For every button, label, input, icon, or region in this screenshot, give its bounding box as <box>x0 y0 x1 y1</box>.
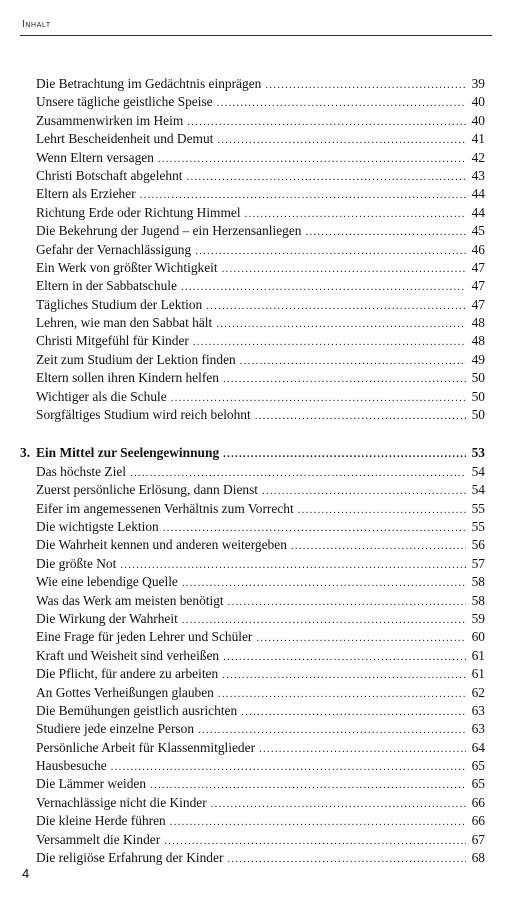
toc-entry-page-number: 63 <box>471 702 485 718</box>
toc-entry[interactable] <box>36 775 485 793</box>
dot-leader <box>171 389 466 406</box>
toc-entry-page-number: 48 <box>471 333 485 349</box>
dot-leader <box>187 168 466 185</box>
toc-entry-page-number: 45 <box>471 223 485 239</box>
toc-entry[interactable] <box>36 167 485 185</box>
toc-entry-page-number: 61 <box>471 666 485 682</box>
toc-entry-title: Lehren, wie man den Sabbat hält <box>36 315 213 331</box>
toc-entry[interactable] <box>36 204 485 222</box>
toc-entry-title: Zusammenwirken im Heim <box>36 112 184 128</box>
toc-entry-page-number: 61 <box>471 647 485 663</box>
toc-entry[interactable] <box>36 684 485 702</box>
dot-leader <box>216 315 466 332</box>
toc-entry[interactable] <box>36 388 485 406</box>
dot-leader <box>255 407 466 424</box>
toc-entry-page-number: 44 <box>471 186 485 202</box>
dot-leader <box>223 648 466 665</box>
toc-entry-title: Wichtiger als die Schule <box>36 388 167 404</box>
header-rule <box>20 35 492 36</box>
toc-entry[interactable] <box>36 665 485 683</box>
toc-entry-title: Studiere jede einzelne Person <box>36 721 195 737</box>
dot-leader <box>140 186 466 203</box>
toc-entry-title: Die kleine Herde führen <box>36 813 166 829</box>
dot-leader <box>120 556 466 573</box>
toc-entry[interactable] <box>36 369 485 387</box>
toc-entry-page-number: 60 <box>471 629 485 645</box>
toc-entry[interactable] <box>36 536 485 554</box>
toc-entry-title: Die Wahrheit kennen und anderen weitergeben <box>36 537 287 553</box>
toc-entry-title: Was das Werk am meisten benötigt <box>36 592 224 608</box>
dot-leader <box>240 352 466 369</box>
toc-entry-title: Eine Frage für jeden Lehrer und Schüler <box>36 629 253 645</box>
toc-entry[interactable] <box>36 351 485 369</box>
toc-entry-page-number: 42 <box>471 149 485 165</box>
toc-entry-page-number: 55 <box>471 518 485 534</box>
dot-leader <box>245 205 466 222</box>
toc-entry-page-number: 47 <box>471 278 485 294</box>
toc-entry[interactable] <box>36 481 485 499</box>
toc-entry-title: Hausbesuche <box>36 758 107 774</box>
toc-entry-page-number: 39 <box>471 76 485 91</box>
toc-entry[interactable] <box>36 647 485 665</box>
toc-entry[interactable] <box>36 130 485 148</box>
toc-entry-title: Zuerst persönliche Erlösung, dann Dienst <box>36 482 259 498</box>
dot-leader <box>228 593 466 610</box>
dot-leader <box>206 297 466 314</box>
toc-entry-title: Eltern als Erzieher <box>36 186 136 202</box>
toc-entry-page-number: 68 <box>471 850 485 866</box>
toc-entry-page-number: 50 <box>471 388 485 404</box>
toc-entry[interactable] <box>36 794 485 812</box>
toc-entry-title: Die Lämmer weiden <box>36 776 147 792</box>
toc-section <box>20 424 485 867</box>
dot-leader <box>217 131 466 148</box>
toc-entry[interactable] <box>36 628 485 646</box>
dot-leader <box>163 519 466 536</box>
dot-leader <box>158 150 466 167</box>
dot-leader <box>111 758 466 775</box>
toc-entry-title: Die religiöse Erfahrung der Kinder <box>36 850 224 866</box>
toc-entry-page-number: 66 <box>471 794 485 810</box>
dot-leader <box>150 776 466 793</box>
toc-entry-page-number: 40 <box>471 112 485 128</box>
toc-entry[interactable] <box>36 720 485 738</box>
toc-entry-title: Lehrt Bescheidenheit und Demut <box>36 131 214 147</box>
toc-entry[interactable] <box>36 463 485 481</box>
toc-entry-title: Wie eine lebendige Quelle <box>36 574 178 590</box>
table-of-contents <box>20 75 485 867</box>
toc-entry-title: Versammelt die Kinder <box>36 831 161 847</box>
toc-entry-page-number: 47 <box>471 259 485 275</box>
dot-leader <box>291 537 466 554</box>
dot-leader <box>181 278 466 295</box>
toc-entry-title: Das höchste Ziel <box>36 463 126 479</box>
toc-entry[interactable] <box>36 757 485 775</box>
toc-entry-title: Die Bekehrung der Jugend – ein Herzensanliegen <box>36 223 302 239</box>
toc-entry-page-number: 55 <box>471 500 485 516</box>
toc-entry[interactable] <box>36 222 485 240</box>
toc-entry-page-number: 58 <box>471 592 485 608</box>
toc-entry[interactable] <box>36 610 485 628</box>
toc-entry-page-number: 65 <box>471 758 485 774</box>
page-number: 4 <box>22 866 30 881</box>
toc-entry[interactable] <box>36 406 485 424</box>
dot-leader <box>187 113 466 130</box>
toc-entry-title: Die größte Not <box>36 555 117 571</box>
toc-entry-title: Tägliches Studium der Lektion <box>36 296 203 312</box>
running-head: Inhalt <box>22 19 51 30</box>
dot-leader <box>262 482 466 499</box>
toc-entry-title: Die Betrachtung im Gedächtnis einprägen <box>36 76 262 91</box>
dot-leader <box>170 813 466 830</box>
toc-entry[interactable] <box>36 93 485 111</box>
toc-entry[interactable] <box>36 849 485 867</box>
toc-entry-title: Eltern sollen ihren Kindern helfen <box>36 370 219 386</box>
toc-entry-title: Christi Mitgefühl für Kinder <box>36 333 189 349</box>
toc-entry-title: Vernachlässige nicht die Kinder <box>36 794 207 810</box>
dot-leader <box>211 795 466 812</box>
toc-entry-title: Persönliche Arbeit für Klassenmitglieder <box>36 739 256 755</box>
toc-entry-title: Unsere tägliche geistliche Speise <box>36 94 213 110</box>
toc-entry-title: An Gottes Verheißungen glauben <box>36 684 214 700</box>
toc-entry-page-number: 54 <box>471 482 485 498</box>
dot-leader <box>195 242 466 259</box>
toc-entry[interactable] <box>36 112 485 130</box>
dot-leader <box>298 501 466 518</box>
dot-leader <box>223 370 466 387</box>
toc-entry[interactable] <box>36 241 485 259</box>
toc-entry-title: Die Wirkung der Wahrheit <box>36 610 178 626</box>
dot-leader <box>182 574 466 591</box>
toc-entry[interactable] <box>36 831 485 849</box>
dot-leader <box>259 740 466 757</box>
toc-entry-title: Gefahr der Vernachlässigung <box>36 241 192 257</box>
toc-entry-page-number: 46 <box>471 241 485 257</box>
toc-entry[interactable] <box>36 75 485 93</box>
toc-entry-page-number: 43 <box>471 167 485 183</box>
chapter-page-number: 53 <box>471 445 485 461</box>
dot-leader <box>227 850 466 867</box>
dot-leader <box>217 94 466 111</box>
toc-entry[interactable] <box>36 573 485 591</box>
toc-entry[interactable] <box>36 149 485 167</box>
toc-entry-title: Richtung Erde oder Richtung Himmel <box>36 204 241 220</box>
toc-entry-page-number: 56 <box>471 537 485 553</box>
toc-entry-title: Sorgfältiges Studium wird reich belohnt <box>36 407 251 423</box>
toc-entry[interactable] <box>36 555 485 573</box>
dot-leader <box>182 611 466 628</box>
toc-entry-page-number: 54 <box>471 463 485 479</box>
dot-leader <box>222 666 466 683</box>
dot-leader <box>130 464 466 481</box>
toc-entry[interactable] <box>36 314 485 332</box>
dot-leader <box>164 832 466 849</box>
toc-entry-page-number: 62 <box>471 684 485 700</box>
toc-entry[interactable] <box>36 812 485 830</box>
toc-entry-title: Wenn Eltern versagen <box>36 149 154 165</box>
chapter-title: Ein Mittel zur Seelengewinnung <box>36 445 220 461</box>
toc-entry-title: Ein Werk von größter Wichtigkeit <box>36 259 218 275</box>
toc-entry-title: Die wichtigste Lektion <box>36 518 159 534</box>
toc-entry-page-number: 59 <box>471 610 485 626</box>
dot-leader <box>265 76 466 93</box>
toc-entry-page-number: 65 <box>471 776 485 792</box>
toc-section <box>36 75 485 424</box>
toc-entry[interactable] <box>36 500 485 518</box>
toc-entry-page-number: 57 <box>471 555 485 571</box>
toc-entry[interactable] <box>36 592 485 610</box>
toc-entry[interactable] <box>36 185 485 203</box>
toc-entry-page-number: 49 <box>471 351 485 367</box>
dot-leader <box>218 685 466 702</box>
toc-entry-title: Eifer im angemessenen Verhältnis zum Vorrecht <box>36 500 294 516</box>
toc-entry-title: Christi Botschaft abgelehnt <box>36 167 183 183</box>
toc-entry-page-number: 47 <box>471 296 485 312</box>
chapter-gap <box>36 424 485 444</box>
toc-entry[interactable] <box>36 518 485 536</box>
dot-leader <box>222 260 466 277</box>
toc-entry-title: Die Pflicht, für andere zu arbeiten <box>36 666 219 682</box>
dot-leader <box>256 629 466 646</box>
toc-entry-page-number: 44 <box>471 204 485 220</box>
dot-leader <box>223 445 466 462</box>
toc-entry-page-number: 66 <box>471 813 485 829</box>
dot-leader <box>193 333 466 350</box>
toc-entry-page-number: 64 <box>471 739 485 755</box>
toc-entry-title: Die Bemühungen geistlich ausrichten <box>36 702 238 718</box>
dot-leader <box>241 703 466 720</box>
toc-entry-title: Kraft und Weisheit sind verheißen <box>36 647 220 663</box>
chapter-number: 3. <box>20 445 31 461</box>
dot-leader <box>198 721 466 738</box>
toc-entry[interactable] <box>36 332 485 350</box>
dot-leader <box>306 223 467 240</box>
toc-entry-page-number: 48 <box>471 315 485 331</box>
toc-entry-page-number: 58 <box>471 574 485 590</box>
toc-entry[interactable] <box>36 702 485 720</box>
toc-entry-page-number: 41 <box>471 131 485 147</box>
toc-entry[interactable] <box>36 259 485 277</box>
toc-entry[interactable] <box>36 277 485 295</box>
toc-entry-page-number: 40 <box>471 94 485 110</box>
toc-entry-page-number: 67 <box>471 831 485 847</box>
toc-entry[interactable] <box>36 739 485 757</box>
toc-entry-title: Eltern in der Sabbatschule <box>36 278 177 294</box>
toc-entry-page-number: 63 <box>471 721 485 737</box>
toc-entry-title: Zeit zum Studium der Lektion finden <box>36 351 236 367</box>
toc-entry-page-number: 50 <box>471 407 485 423</box>
toc-entry[interactable] <box>36 296 485 314</box>
chapter-heading[interactable] <box>20 444 485 462</box>
toc-entry-page-number: 50 <box>471 370 485 386</box>
